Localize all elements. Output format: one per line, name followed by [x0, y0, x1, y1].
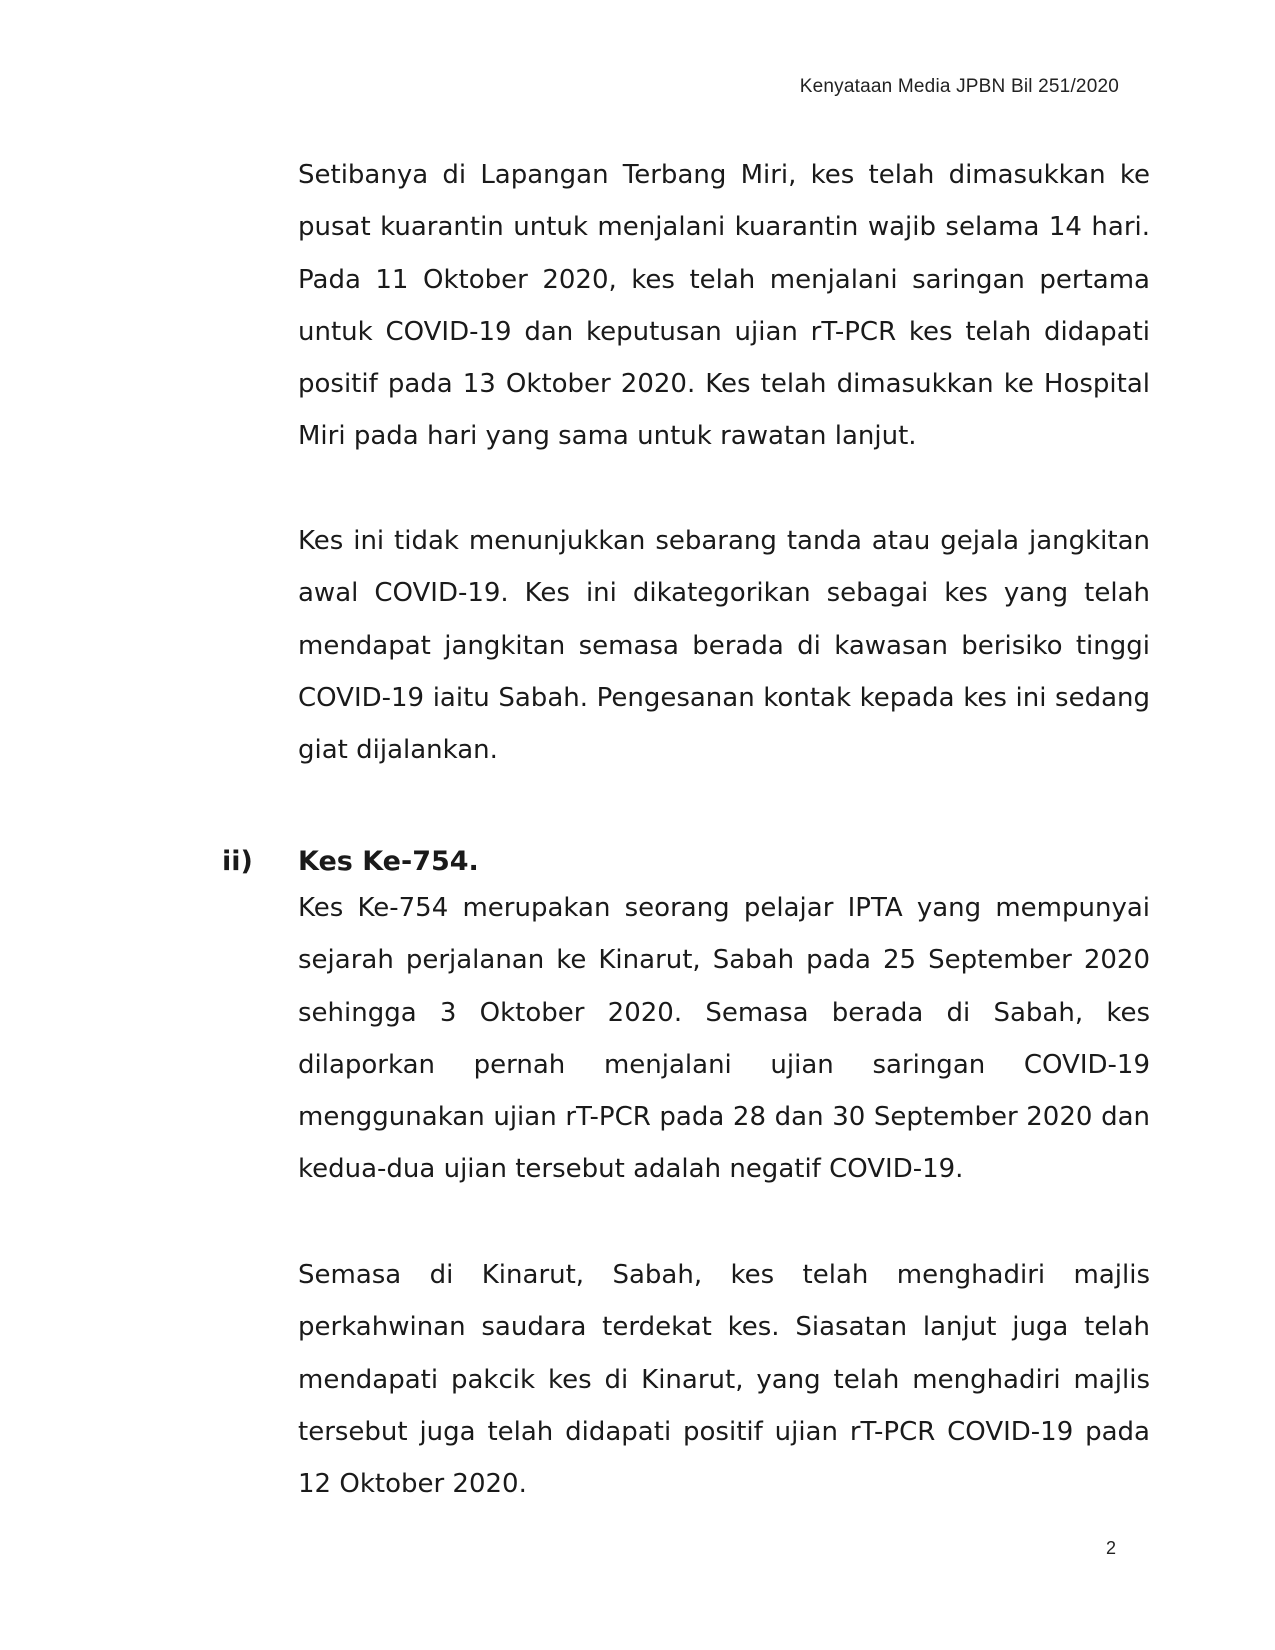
paragraph-quarantine-details: Setibanya di Lapangan Terbang Miri, kes telah dimasukkan ke pusat kuarantin untuk menjalani kuarantin wajib selama 14 hari. Pada 11 Oktober 2020, kes telah menjalani saringan pertama untuk COVID-19 dan keputusan ujian rT-PCR kes telah didapati positif pada 13 Oktober 2020. Kes telah dimasukkan ke Hospital Miri pada hari yang sama untuk rawatan lanjut.	[298, 160, 1150, 452]
media-statement-reference: Kenyataan Media JPBN Bil 251/2020	[799, 76, 1119, 97]
paragraph-case-754-wedding-contact: Semasa di Kinarut, Sabah, kes telah menghadiri majlis perkahwinan saudara terdekat kes. Siasatan lanjut juga telah mendapati pakcik kes di Kinarut, yang telah menghadiri majlis tersebut juga telah didapati positif ujian rT-PCR COVID-19 pada 12 Oktober 2020.	[298, 1260, 1150, 1500]
paragraph-case-754-travel-history: Kes Ke-754 merupakan seorang pelajar IPTA yang mempunyai sejarah perjalanan ke Kinarut, Sabah pada 25 September 2020 sehingga 3 Oktober 2020. Semasa berada di Sabah, kes dilaporkan pernah menjalani ujian saringan COVID-19 menggunakan ujian rT-PCR pada 28 dan 30 September 2020 dan kedua-dua ujian tersebut adalah negatif COVID-19.	[298, 893, 1150, 1185]
case-item-number: ii)	[222, 846, 253, 877]
case-title: Kes Ke-754.	[298, 846, 479, 877]
case-heading	[222, 836, 1150, 888]
paragraph-symptoms-contact-tracing: Kes ini tidak menunjukkan sebarang tanda atau gejala jangkitan awal COVID-19. Kes ini dikategorikan sebagai kes yang telah mendapat jangkitan semasa berada di kawasan berisiko tinggi COVID-19 iaitu Sabah. Pengesanan kontak kepada kes ini sedang giat dijalankan.	[298, 526, 1150, 766]
page-number: 2	[1106, 1538, 1117, 1558]
